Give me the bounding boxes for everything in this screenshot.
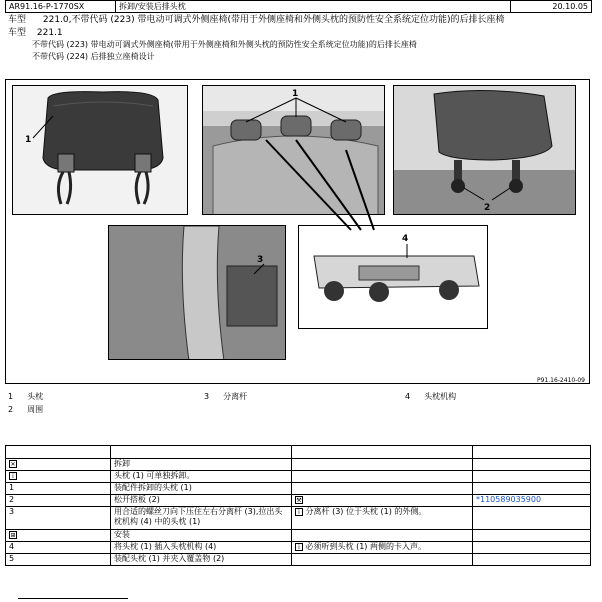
- legend-2: 2 周围: [8, 405, 44, 414]
- model-row-1: [8, 14, 504, 26]
- table-row: ✕ 拆卸: [6, 459, 591, 471]
- table-row: 5 装配头枕 (1) 并夹入覆盖物 (2): [6, 554, 591, 566]
- doc-date: 20.10.05: [552, 2, 588, 11]
- callout-2: 2: [484, 203, 491, 213]
- info-icon: i: [9, 472, 17, 480]
- callout-3: 3: [257, 255, 264, 265]
- legend-1: 1 头枕: [8, 392, 44, 401]
- figure-panel: [5, 79, 590, 384]
- model-label: 车型: [8, 15, 27, 25]
- footer-rule: [18, 598, 128, 599]
- callout-4: 4: [402, 234, 409, 244]
- model-row-3: 不带代码 (223) 带电动可调式外侧座椅(带用于外侧座椅和外侧头枕的预防性安全系统定位功能)的后排长座椅: [32, 40, 417, 49]
- model-text-1: 221.0,不带代码 (223) 带电动可调式外侧座椅(带用于外侧座椅和外侧头枕的预防性安全系统定位功能)的后排长座椅: [42, 15, 505, 25]
- table-row: ⊞ 安装: [6, 530, 591, 542]
- document-header: [5, 0, 592, 13]
- doc-id: AR91.16-P-1770SX: [6, 1, 116, 12]
- model-text-2: 221.1: [36, 28, 63, 38]
- tool-part-link[interactable]: *110589035900: [476, 495, 542, 504]
- tool-icon: ⚒: [296, 496, 302, 504]
- steps-table: [5, 445, 591, 566]
- table-row: 2 松开搭板 (2) ⚒ *110589035900: [6, 495, 591, 507]
- table-row: [6, 446, 591, 459]
- install-icon: ⊞: [10, 531, 16, 539]
- info-icon: i: [295, 543, 303, 551]
- callout-1b: 1: [292, 89, 299, 99]
- model-row-4: 不带代码 (224) 后排独立座椅设计: [32, 52, 155, 61]
- table-row: 4 将头枕 (1) 插入头枕机构 (4) i 必须听到头枕 (1) 两侧的卡入声。: [6, 542, 591, 554]
- model-row-2: [8, 27, 63, 39]
- table-row: i 头枕 (1) 可单独拆卸。: [6, 471, 591, 483]
- remove-icon: ✕: [10, 460, 16, 468]
- doc-title: 拆卸/安装后排头枕: [116, 1, 511, 12]
- figure-id: P91.16-2410-09: [536, 377, 585, 384]
- legend-4: 4 头枕机构: [405, 392, 457, 401]
- callout-1: 1: [25, 135, 32, 145]
- info-icon: i: [295, 508, 303, 516]
- leader-lines: [6, 80, 591, 385]
- model-label-2: 车型: [8, 28, 27, 38]
- table-row: 3 用合适的螺丝刀向下压住左右分离杆 (3),拉出头枕机构 (4) 中的头枕 (1) i 分离杆 (3) 位于头枕 (1) 的外侧。: [6, 507, 591, 530]
- table-row: 1 装配件拆卸的头枕 (1): [6, 483, 591, 495]
- legend-3: 3 分离杆: [204, 392, 248, 401]
